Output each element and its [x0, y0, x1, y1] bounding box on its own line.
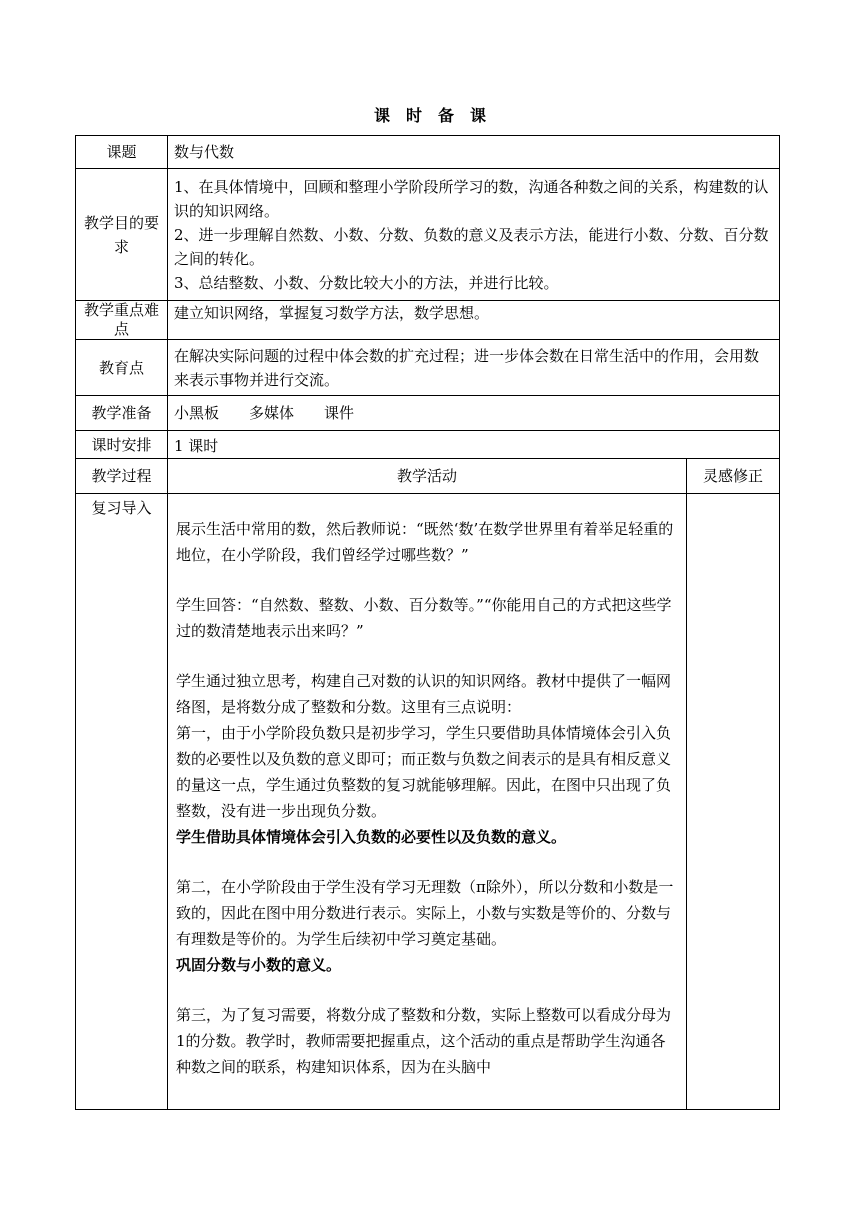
- goals-value: [168, 169, 780, 301]
- topic-value: 数与代数: [168, 136, 780, 169]
- activity-content: [168, 494, 687, 1110]
- header-process: 教学过程: [76, 459, 168, 494]
- lesson-plan-table: [75, 135, 780, 1110]
- document-title: 课 时 备 课: [373, 106, 486, 125]
- paragraph-gap: [176, 850, 678, 874]
- preparation-row: [76, 396, 780, 431]
- goal-2: 2、进一步理解自然数、小数、分数、负数的意义及表示方法，能进行小数、分数、百分数之间的转化。: [174, 225, 769, 268]
- paragraph-gap: [176, 568, 678, 592]
- topic-row: [76, 136, 780, 169]
- paragraph-gap: [176, 644, 678, 668]
- preparation-label: 教学准备: [76, 396, 168, 431]
- activity-paragraph-3: 学生通过独立思考，构建自己对数的认识的知识网络。教材中提供了一幅网络图，是将数分成了整数和分数。这里有三点说明：: [176, 672, 672, 716]
- table-header-row: [76, 459, 780, 494]
- preparation-value: 小黑板 多媒体 课件: [168, 396, 780, 431]
- activity-paragraph-4: 第一，由于小学阶段负数只是初步学习，学生只要借助具体情境体会引入负数的必要性以及负数的意义即可；而正数与负数之间表示的是具有相反意义的量这一点，学生通过负整数的复习就能够理解。因此，在图中只出现了负整数，没有进一步出现负分数。: [176, 724, 672, 820]
- activity-paragraph-6: 第二，在小学阶段由于学生没有学习无理数（π除外），所以分数和小数是一致的，因此在图中用分数进行表示。实际上，小数与实数是等价的、分数与有理数是等价的。为学生后续初中学习奠定基础。: [176, 878, 674, 948]
- key-points-label: 教学重点难点: [76, 301, 168, 340]
- topic-label: 课题: [76, 136, 168, 169]
- activity-paragraph-8: 第三，为了复习需要，将数分成了整数和分数，实际上整数可以看成分母为1的分数。教学时，教师需要把握重点，这个活动的重点是帮助学生沟通各种数之间的联系，构建知识体系，因为在头脑中: [176, 1006, 672, 1076]
- process-step-label: 复习导入: [76, 494, 168, 1110]
- key-points-value: 建立知识网络，掌握复习数学方法，数学思想。: [168, 301, 780, 340]
- activity-row: [76, 494, 780, 1110]
- goals-label: 教学目的要求: [76, 169, 168, 301]
- education-label: 教育点: [76, 340, 168, 396]
- notes-cell: [687, 494, 780, 1110]
- education-row: [76, 340, 780, 396]
- activity-emphasis-1: 学生借助具体情境体会引入负数的必要性以及负数的意义。: [176, 828, 567, 846]
- schedule-row: [76, 431, 780, 459]
- education-value: 在解决实际问题的过程中体会数的扩充过程；进一步体会数在日常生活中的作用，会用数来表示事物并进行交流。: [168, 340, 780, 396]
- activity-paragraph-1: 展示生活中常用的数，然后教师说：“既然‘数’在数学世界里有着举足轻重的地位，在小学阶段，我们曾经学过哪些数？”: [176, 520, 674, 564]
- goal-1: 1、在具体情境中，回顾和整理小学阶段所学习的数，沟通各种数之间的关系，构建数的认识的知识网络。: [174, 177, 769, 220]
- activity-emphasis-2: 巩固分数与小数的意义。: [176, 956, 342, 974]
- key-points-row: [76, 301, 780, 340]
- goal-3: 3、总结整数、小数、分数比较大小的方法，并进行比较。: [174, 273, 559, 292]
- schedule-label: 课时安排: [76, 431, 168, 459]
- header-notes: 灵感修正: [687, 459, 780, 494]
- goals-row: [76, 169, 780, 301]
- activity-paragraph-2: 学生回答：“自然数、整数、小数、百分数等。”“你能用自己的方式把这些学过的数清楚地表示出来吗？”: [176, 596, 672, 640]
- schedule-value: 1 课时: [168, 431, 780, 459]
- paragraph-gap: [176, 978, 678, 1002]
- header-activity: 教学活动: [168, 459, 687, 494]
